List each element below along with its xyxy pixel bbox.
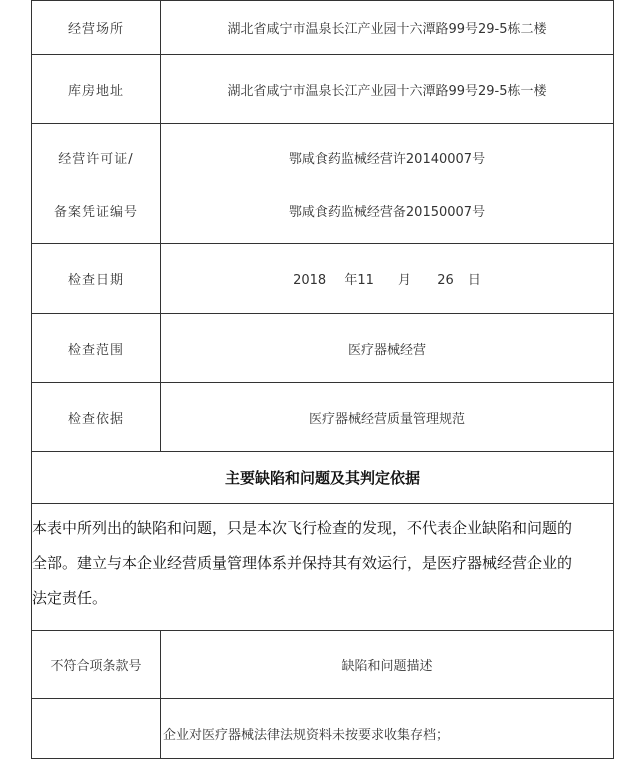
table-row-business-premises — [32, 1, 614, 55]
scope-value: 医疗器械经营 — [161, 314, 614, 383]
defect-description-text: 企业对医疗器械法律法规资料未按要求收集存档； — [163, 728, 450, 743]
inspection-document — [31, 0, 614, 750]
inspection-date-value — [161, 244, 614, 314]
table-row-defects-header — [32, 631, 614, 699]
description-header: 缺陷和问题描述 — [161, 631, 614, 699]
table-row-license — [32, 124, 614, 244]
business-premises-label: 经营场所 — [32, 1, 161, 55]
date-month-unit: 月 — [398, 273, 412, 288]
paragraph-line-3: 法定责任。 — [32, 588, 108, 607]
license-label-line2: 备案凭证编号 — [53, 204, 138, 220]
section-paragraph — [32, 504, 614, 631]
date-day-unit: 日 — [467, 273, 481, 288]
section-title: 主要缺陷和问题及其判定依据 — [32, 452, 614, 504]
date-year: 2018 — [293, 273, 327, 288]
table-row-warehouse-address — [32, 55, 614, 124]
inspection-info-table — [31, 0, 614, 759]
date-year-unit: 年 — [344, 273, 358, 288]
license-value-cell — [161, 124, 614, 244]
table-row-inspection-date — [32, 244, 614, 314]
scope-label: 检查范围 — [32, 314, 161, 383]
date-day: 26 — [437, 273, 454, 288]
table-row-scope — [32, 314, 614, 383]
basis-label: 检查依据 — [32, 383, 161, 452]
license-number: 鄂咸食药监械经营许20140007号 — [288, 151, 486, 167]
inspection-date-label: 检查日期 — [32, 244, 161, 314]
license-label-cell — [32, 124, 161, 244]
paragraph-line-1: 本表中所列出的缺陷和问题，只是本次飞行检查的发现，不代表企业缺陷和问题的 — [32, 518, 573, 537]
basis-value: 医疗器械经营质量管理规范 — [161, 383, 614, 452]
date-month: 11 — [357, 273, 374, 288]
warehouse-address-value: 湖北省咸宁市温泉长江产业园十六潭路99号29-5栋一楼 — [161, 55, 614, 124]
business-premises-value: 湖北省咸宁市温泉长江产业园十六潭路99号29-5栋二楼 — [161, 1, 614, 55]
filing-number: 鄂咸食药监械经营备20150007号 — [288, 204, 486, 220]
table-row-section-title — [32, 452, 614, 504]
table-row-section-paragraph — [32, 504, 614, 631]
table-row-basis — [32, 383, 614, 452]
warehouse-address-label: 库房地址 — [32, 55, 161, 124]
license-label-line1: 经营许可证/ — [58, 151, 134, 167]
clause-header: 不符合项条款号 — [32, 631, 161, 699]
paragraph-line-2: 全部。建立与本企业经营质量管理体系并保持其有效运行，是医疗器械经营企业的 — [32, 553, 573, 572]
